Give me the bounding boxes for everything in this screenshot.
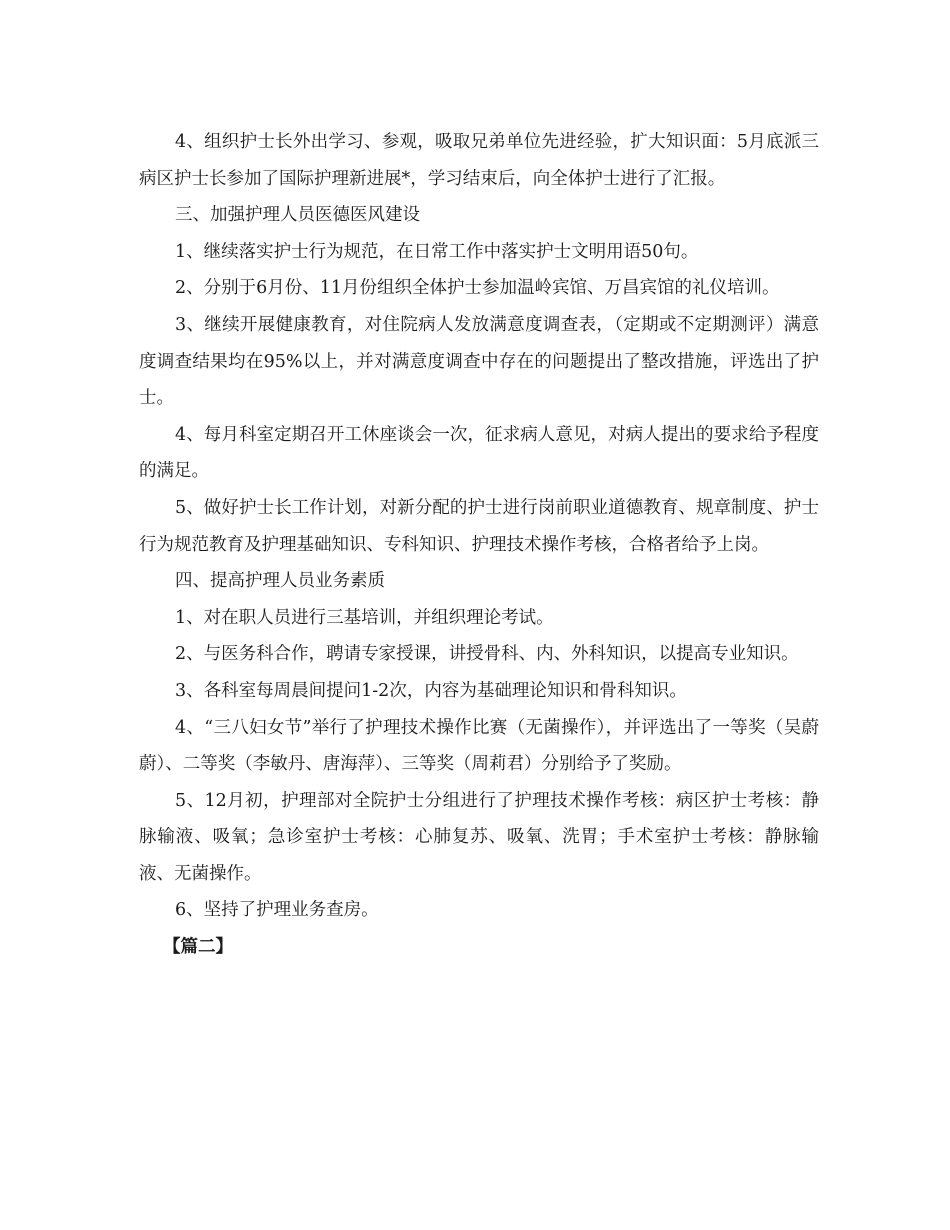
paragraph-etiquette-training: 2、分别于6月份、11月份组织全体护士参加温岭宾馆、万昌宾馆的礼仪培训。 [175, 278, 780, 299]
section-heading-quality: 四、提高护理人员业务素质 [175, 571, 385, 592]
section-tag-part-two: 【篇二】 [163, 937, 233, 958]
paragraph-patient-symposium: 4、每月科室定期召开工休座谈会一次，征求病人意见，对病人提出的要求给予程度的满足。 [139, 424, 819, 482]
paragraph-skill-assessment: 5、12月初，护理部对全院护士分组进行了护理技术操作考核：病区护士考核：静脉输液、吸氧；急诊室护士考核：心肺复苏、吸氧、洗胃；手术室护士考核：静脉输液、无菌操作。 [139, 790, 819, 884]
paragraph-skill-competition: 4、“三八妇女节”举行了护理技术操作比赛（无菌操作），并评选出了一等奖（吴蔚蔚）、二等奖（李敏丹、唐海萍）、三等奖（周莉君）分别给予了奖励。 [139, 717, 819, 775]
paragraph-head-nurse-plan: 5、做好护士长工作计划，对新分配的护士进行岗前职业道德教育、规章制度、护士行为规范教育及护理基础知识、专科知识、护理技术操作考核，合格者给予上岗。 [139, 497, 819, 555]
paragraph-civil-language: 1、继续落实护士行为规范，在日常工作中落实护士文明用语50句。 [175, 241, 699, 262]
paragraph-health-education: 3、继续开展健康教育，对住院病人发放满意度调查表，（定期或不定期测评）满意度调查结果均在95%以上，并对满意度调查中存在的问题提出了整改措施，评选出了护士。 [139, 314, 819, 409]
paragraph-morning-questions: 3、各科室每周晨间提问1-2次，内容为基础理论知识和骨科知识。 [175, 680, 687, 701]
paragraph-ward-rounds: 6、坚持了护理业务查房。 [175, 900, 379, 921]
paragraph-basic-training: 1、对在职人员进行三基培训，并组织理论考试。 [175, 607, 554, 628]
section-heading-ethics: 三、加强护理人员医德医风建设 [175, 205, 420, 226]
paragraph-expert-lectures: 2、与医务科合作，聘请专家授课，讲授骨科、内、外科知识，以提高专业知识。 [175, 644, 799, 665]
paragraph-study-visit: 4、组织护士长外出学习、参观，吸取兄弟单位先进经验，扩大知识面：5月底派三病区护士长参加了国际护理新进展*，学习结束后，向全体护士进行了汇报。 [139, 132, 819, 189]
document-body [139, 124, 819, 966]
